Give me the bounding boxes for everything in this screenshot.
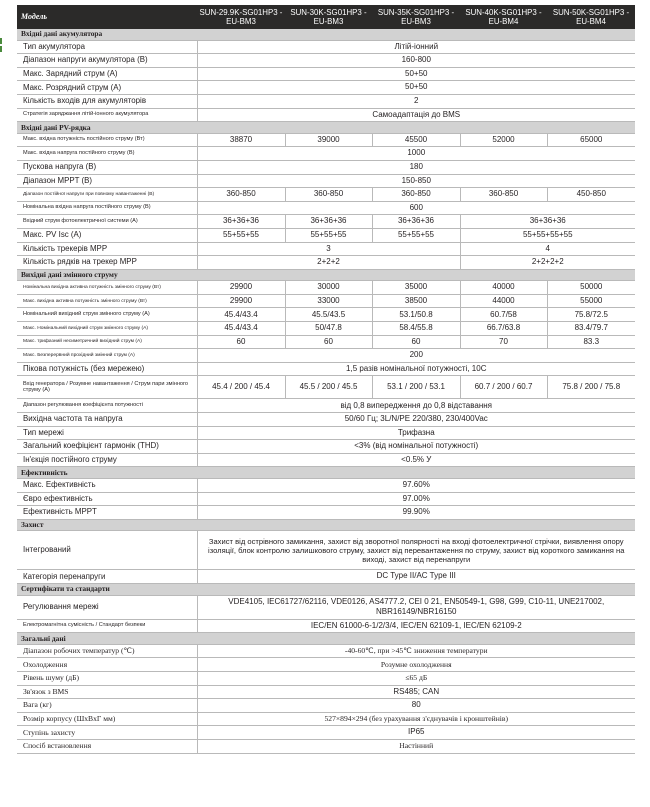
- spec-row: [17, 242, 635, 256]
- spec-label: Стратегія заряджання літій-іонного акумулятора: [17, 108, 197, 122]
- spec-row: [17, 256, 635, 270]
- spec-value: 39000: [285, 133, 372, 147]
- spec-label: Розмір корпусу (ШxВxГ мм): [17, 712, 197, 726]
- spec-label: Номінальний вихідний струм змінного струму (A): [17, 308, 197, 322]
- spec-label: Вхід генератора / Розумне навантаження / Струм пари змінного струму (A): [17, 376, 197, 399]
- spec-value: від 0,8 випередження до 0,8 відставання: [197, 399, 635, 413]
- spec-value: 2: [197, 94, 635, 108]
- section-row: [17, 633, 635, 645]
- spec-label: Загальний коефіцієнт гармонік (THD): [17, 440, 197, 454]
- spec-label: Діапазон регулювання коефіцієнта потужності: [17, 399, 197, 413]
- spec-value: 50000: [547, 281, 635, 295]
- spec-row: [17, 570, 635, 584]
- spec-label: Ін'єкція постійного струму: [17, 453, 197, 467]
- spec-label: Макс. вихідна активна потужність змінного струму (Вт): [17, 294, 197, 308]
- spec-value: Захист від острівного замикання, захист від зворотної полярності на вході фотоелектричної стрічки, виявлення опору ізоляції, блок контролю залишкового струму, захист від перевантаження по струму, захист від короткого замикання на виході, захист від перенапруги: [197, 531, 635, 570]
- spec-value: 450-850: [547, 188, 635, 202]
- spec-value: 360-850: [372, 188, 460, 202]
- spec-label: Кількість трекерів MPP: [17, 242, 197, 256]
- spec-row: [17, 671, 635, 685]
- section-title: Сертифікати та стандарти: [17, 583, 635, 595]
- section-row: [17, 29, 635, 40]
- spec-value: 50/60 Гц; 3L/N/PE 220/380, 230/400Vac: [197, 413, 635, 427]
- spec-label: Пікова потужність (без мережею): [17, 362, 197, 376]
- spec-label: Макс. Номінальний вихідний струм змінного струму (A): [17, 322, 197, 336]
- spec-row: [17, 479, 635, 493]
- spec-value: 75.8 / 200 / 75.8: [547, 376, 635, 399]
- model-name: SUN-35K-SG01HP3 -EU-BM3: [372, 5, 460, 29]
- spec-value: 58.4/55.8: [372, 322, 460, 336]
- spec-row: [17, 349, 635, 363]
- spec-value: 97.60%: [197, 479, 635, 493]
- spec-value: 53.1 / 200 / 53.1: [372, 376, 460, 399]
- spec-row: [17, 67, 635, 81]
- spec-row: [17, 376, 635, 399]
- spec-value: 33000: [285, 294, 372, 308]
- spec-value: 45.5/43.5: [285, 308, 372, 322]
- spec-value: 2+2+2+2: [460, 256, 635, 270]
- spec-label: Євро ефективність: [17, 492, 197, 506]
- spec-value: Настінний: [197, 739, 635, 753]
- spec-row: [17, 658, 635, 672]
- spec-value: 36+36+36: [460, 215, 635, 229]
- spec-label: Ефективність MPPT: [17, 506, 197, 520]
- spec-row: [17, 399, 635, 413]
- spec-value: 36+36+36: [372, 215, 460, 229]
- spec-row: [17, 81, 635, 95]
- spec-label: Макс. вхідна напруга постійного струму (В): [17, 147, 197, 161]
- spec-label: Категорія перенапруги: [17, 570, 197, 584]
- spec-row: [17, 228, 635, 242]
- spec-label: Електромагнітна сумісність / Стандарт безпеки: [17, 619, 197, 633]
- spec-row: [17, 108, 635, 122]
- spec-value: 1,5 разів номінальної потужності, 10С: [197, 362, 635, 376]
- spec-value: 60: [285, 335, 372, 349]
- spec-row: [17, 726, 635, 740]
- spec-value: 35000: [372, 281, 460, 295]
- spec-table: [17, 5, 635, 754]
- spec-row: [17, 294, 635, 308]
- spec-label: Пускова напруга (В): [17, 160, 197, 174]
- spec-value: 83.4/79.7: [547, 322, 635, 336]
- spec-value: RS485; CAN: [197, 685, 635, 699]
- spec-value: 55+55+55: [372, 228, 460, 242]
- spec-value: 80: [197, 699, 635, 713]
- spec-value: 55+55+55: [197, 228, 285, 242]
- section-title: Ефективність: [17, 467, 635, 479]
- spec-value: 60.7 / 200 / 60.7: [460, 376, 547, 399]
- model-name: SUN-30K-SG01HP3 -EU-BM3: [285, 5, 372, 29]
- spec-value: Трифазна: [197, 426, 635, 440]
- spec-value: 200: [197, 349, 635, 363]
- spec-label: Тип акумулятора: [17, 40, 197, 54]
- spec-label: Макс. PV Isc (A): [17, 228, 197, 242]
- model-name: SUN-29.9K-SG01HP3 -EU-BM3: [197, 5, 285, 29]
- spec-row: [17, 308, 635, 322]
- spec-label: Номінальна вхідна напруга постійного струму (В): [17, 201, 197, 215]
- spec-label: Діапазон постійної напруги при повному навантаженні (В): [17, 188, 197, 202]
- spec-value: 360-850: [460, 188, 547, 202]
- spec-value: 180: [197, 160, 635, 174]
- spec-row: [17, 160, 635, 174]
- spec-row: [17, 188, 635, 202]
- section-title: Захист: [17, 519, 635, 531]
- spec-label: Рівень шуму (дБ): [17, 671, 197, 685]
- spec-value: 1000: [197, 147, 635, 161]
- spec-value: 83.3: [547, 335, 635, 349]
- spec-label: Вага (кг): [17, 699, 197, 713]
- spec-row: [17, 531, 635, 570]
- spec-value: Літій-іонний: [197, 40, 635, 54]
- spec-row: [17, 699, 635, 713]
- spec-value: 53.1/50.8: [372, 308, 460, 322]
- spec-label: Діапазон робочих температур (℃): [17, 644, 197, 658]
- spec-label: Макс. Ефективність: [17, 479, 197, 493]
- spec-row: [17, 492, 635, 506]
- section-title: Вхідні дані акумулятора: [17, 29, 635, 40]
- spec-value: 66.7/63.8: [460, 322, 547, 336]
- spec-value: 527×894×294 (без урахування з'єднувачів і кронштейнів): [197, 712, 635, 726]
- spec-label: Кількість входів для акумуляторів: [17, 94, 197, 108]
- spec-value: 99.90%: [197, 506, 635, 520]
- spec-row: [17, 644, 635, 658]
- spec-label: Тип мережі: [17, 426, 197, 440]
- spec-label: Інтегрований: [17, 531, 197, 570]
- spec-row: [17, 595, 635, 619]
- spec-value: 50+50: [197, 81, 635, 95]
- spec-value: Самоадаптація до BMS: [197, 108, 635, 122]
- spec-row: [17, 362, 635, 376]
- spec-value: 40000: [460, 281, 547, 295]
- spec-row: [17, 440, 635, 454]
- spec-table-body: [17, 5, 635, 753]
- spec-value: 360-850: [285, 188, 372, 202]
- spec-label: Макс. Зарядний струм (A): [17, 67, 197, 81]
- spec-label: Вихідна частота та напруга: [17, 413, 197, 427]
- spec-value: 60: [197, 335, 285, 349]
- spec-value: 36+36+36: [197, 215, 285, 229]
- spec-row: [17, 94, 635, 108]
- spec-label: Макс. трифазний несиметричний вихідний струм (A): [17, 335, 197, 349]
- spec-value: VDE4105, IEC61727/62116, VDE0126, AS4777.2, CEI 0 21, EN50549-1, G98, G99, C10-11, UNE217002, NBR16149/NBR16150: [197, 595, 635, 619]
- spec-value: 65000: [547, 133, 635, 147]
- spec-row: [17, 215, 635, 229]
- spec-row: [17, 133, 635, 147]
- spec-row: [17, 413, 635, 427]
- spec-value: -40-60℃, при >45℃ зниження температури: [197, 644, 635, 658]
- spec-value: 3: [197, 242, 460, 256]
- spec-value: 38870: [197, 133, 285, 147]
- spec-value: Розумне охолодження: [197, 658, 635, 672]
- section-row: [17, 122, 635, 134]
- model-header-label: Модель: [17, 5, 197, 29]
- spec-value: 29900: [197, 294, 285, 308]
- spec-value: 29900: [197, 281, 285, 295]
- spec-label: Діапазон MPPT (В): [17, 174, 197, 188]
- spec-value: 60: [372, 335, 460, 349]
- spec-value: 45.4/43.4: [197, 308, 285, 322]
- spec-row: [17, 685, 635, 699]
- spec-value: 45.5 / 200 / 45.5: [285, 376, 372, 399]
- spec-value: 2+2+2: [197, 256, 460, 270]
- spec-value: <0.5% У: [197, 453, 635, 467]
- spec-row: [17, 335, 635, 349]
- section-row: [17, 269, 635, 281]
- spec-label: Номінальна вихідна активна потужність змінного струму (Вт): [17, 281, 197, 295]
- spec-value: 52000: [460, 133, 547, 147]
- spec-row: [17, 174, 635, 188]
- spec-label: Діапазон напруги акумулятора (В): [17, 54, 197, 68]
- spec-value: 60.7/58: [460, 308, 547, 322]
- spec-row: [17, 281, 635, 295]
- spec-row: [17, 712, 635, 726]
- spec-label: Кількість рядків на трекер MPP: [17, 256, 197, 270]
- spec-value: <3% (від номінальної потужності): [197, 440, 635, 454]
- spec-row: [17, 40, 635, 54]
- spec-value: 50+50: [197, 67, 635, 81]
- spec-value: 36+36+36: [285, 215, 372, 229]
- spec-value: 55+55+55+55: [460, 228, 635, 242]
- spec-value: 70: [460, 335, 547, 349]
- section-title: Вихідні дані змінного струму: [17, 269, 635, 281]
- section-row: [17, 519, 635, 531]
- spec-label: Макс. Безперервний прохідний змінний струм (A): [17, 349, 197, 363]
- spec-value: 160-800: [197, 54, 635, 68]
- spec-value: IP65: [197, 726, 635, 740]
- spec-value: IEC/EN 61000-6-1/2/3/4, IEC/EN 62109-1, IEC/EN 62109-2: [197, 619, 635, 633]
- spec-value: 45.4 / 200 / 45.4: [197, 376, 285, 399]
- section-title: Вхідні дані PV-рядка: [17, 122, 635, 134]
- header-row: [17, 5, 635, 29]
- spec-row: [17, 453, 635, 467]
- spec-value: 55+55+55: [285, 228, 372, 242]
- section-row: [17, 583, 635, 595]
- spec-label: Макс. вхідна потужність постійного струму (Вт): [17, 133, 197, 147]
- spec-value: DC Type II/AC Type III: [197, 570, 635, 584]
- spec-value: 45.4/43.4: [197, 322, 285, 336]
- section-row: [17, 467, 635, 479]
- spec-label: Охолодження: [17, 658, 197, 672]
- spec-label: Зв'язок з BMS: [17, 685, 197, 699]
- spec-value: 55000: [547, 294, 635, 308]
- spec-value: 4: [460, 242, 635, 256]
- model-name: SUN-50K-SG01HP3 -EU-BM4: [547, 5, 635, 29]
- spec-row: [17, 739, 635, 753]
- spec-value: 30000: [285, 281, 372, 295]
- spec-label: Вхідний струм фотоелектричної системи (A): [17, 215, 197, 229]
- spec-row: [17, 54, 635, 68]
- spec-value: 50/47.8: [285, 322, 372, 336]
- spec-label: Регулювання мережі: [17, 595, 197, 619]
- spec-value: 97.00%: [197, 492, 635, 506]
- spec-row: [17, 506, 635, 520]
- spec-row: [17, 201, 635, 215]
- spec-value: 75.8/72.5: [547, 308, 635, 322]
- side-accent-mark: [0, 38, 2, 58]
- spec-value: 600: [197, 201, 635, 215]
- spec-row: [17, 147, 635, 161]
- spec-label: Спосіб встановлення: [17, 739, 197, 753]
- spec-value: ≤65 дБ: [197, 671, 635, 685]
- spec-label: Макс. Розрядний струм (A): [17, 81, 197, 95]
- section-title: Загальні дані: [17, 633, 635, 645]
- spec-row: [17, 619, 635, 633]
- spec-row: [17, 322, 635, 336]
- spec-value: 360-850: [197, 188, 285, 202]
- spec-label: Ступінь захисту: [17, 726, 197, 740]
- spec-value: 44000: [460, 294, 547, 308]
- spec-value: 38500: [372, 294, 460, 308]
- spec-value: 45500: [372, 133, 460, 147]
- model-name: SUN-40K-SG01HP3 -EU-BM4: [460, 5, 547, 29]
- spec-row: [17, 426, 635, 440]
- spec-value: 150-850: [197, 174, 635, 188]
